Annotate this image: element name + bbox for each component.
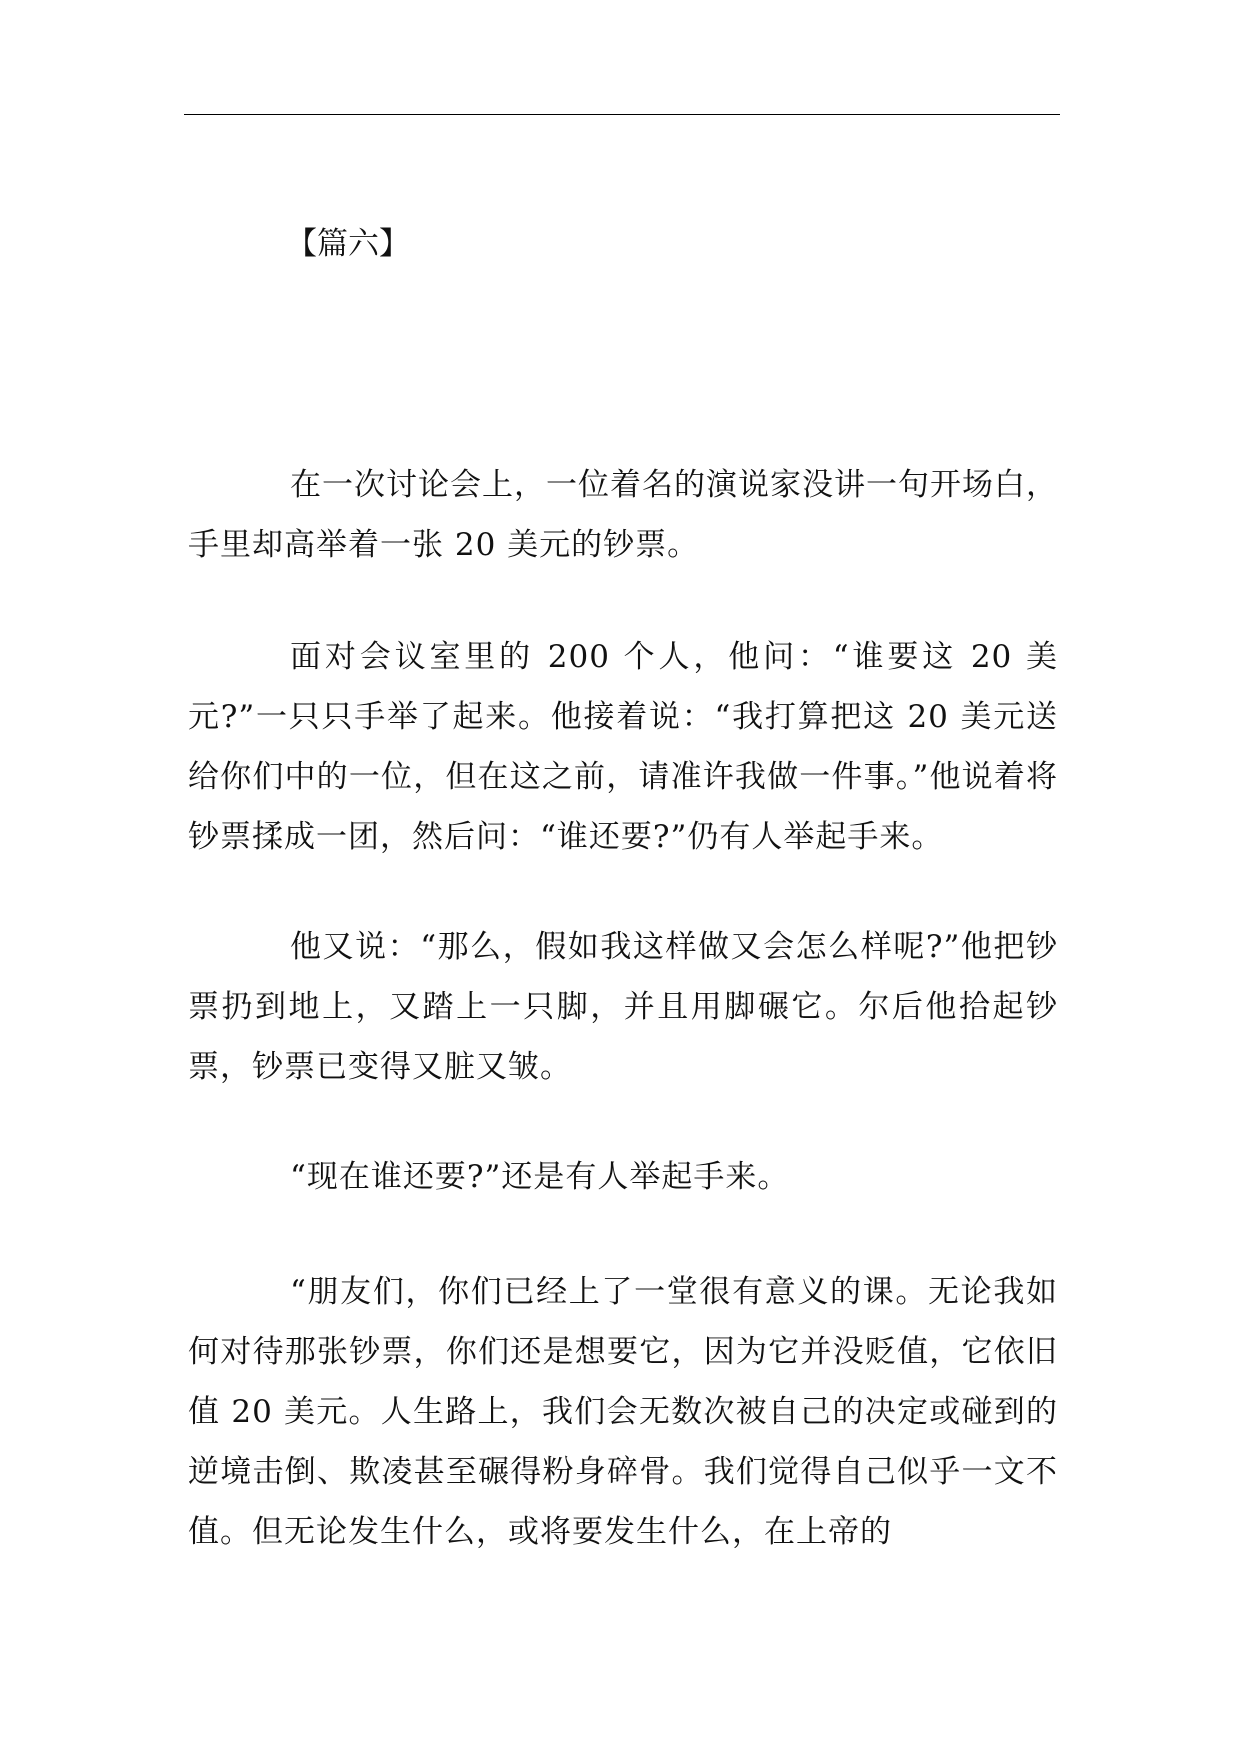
section-title: 【篇六】 (286, 226, 410, 262)
paragraph-1: 在一次讨论会上，一位着名的演说家没讲一句开场白，手里却高举着一张 20 美元的钞票。 (188, 467, 1058, 563)
paragraph-5: “朋友们，你们已经上了一堂很有意义的课。无论我如何对待那张钞票，你们还是想要它，因为它并没贬值，它依旧值 20 美元。人生路上，我们会无数次被自己的决定或碰到的逆境击倒、欺凌甚至碾得粉身碎骨。我们觉得自己似乎一文不值。但无论发生什么，或将要发生什么，在上帝的 (188, 1274, 1058, 1550)
header-rule (184, 114, 1060, 115)
paragraph-3: 他又说：“那么，假如我这样做又会怎么样呢?”他把钞票扔到地上，又踏上一只脚，并且用脚碾它。尔后他拾起钞票，钞票已变得又脏又皱。 (188, 929, 1058, 1085)
paragraph-2: 面对会议室里的 200 个人，他问：“谁要这 20 美元?”一只只手举了起来。他接着说：“我打算把这 20 美元送给你们中的一位，但在这之前，请准许我做一件事。”他说着将钞票揉成一团，然后问：“谁还要?”仍有人举起手来。 (188, 639, 1058, 855)
paragraph-4: “现在谁还要?”还是有人举起手来。 (290, 1159, 790, 1195)
